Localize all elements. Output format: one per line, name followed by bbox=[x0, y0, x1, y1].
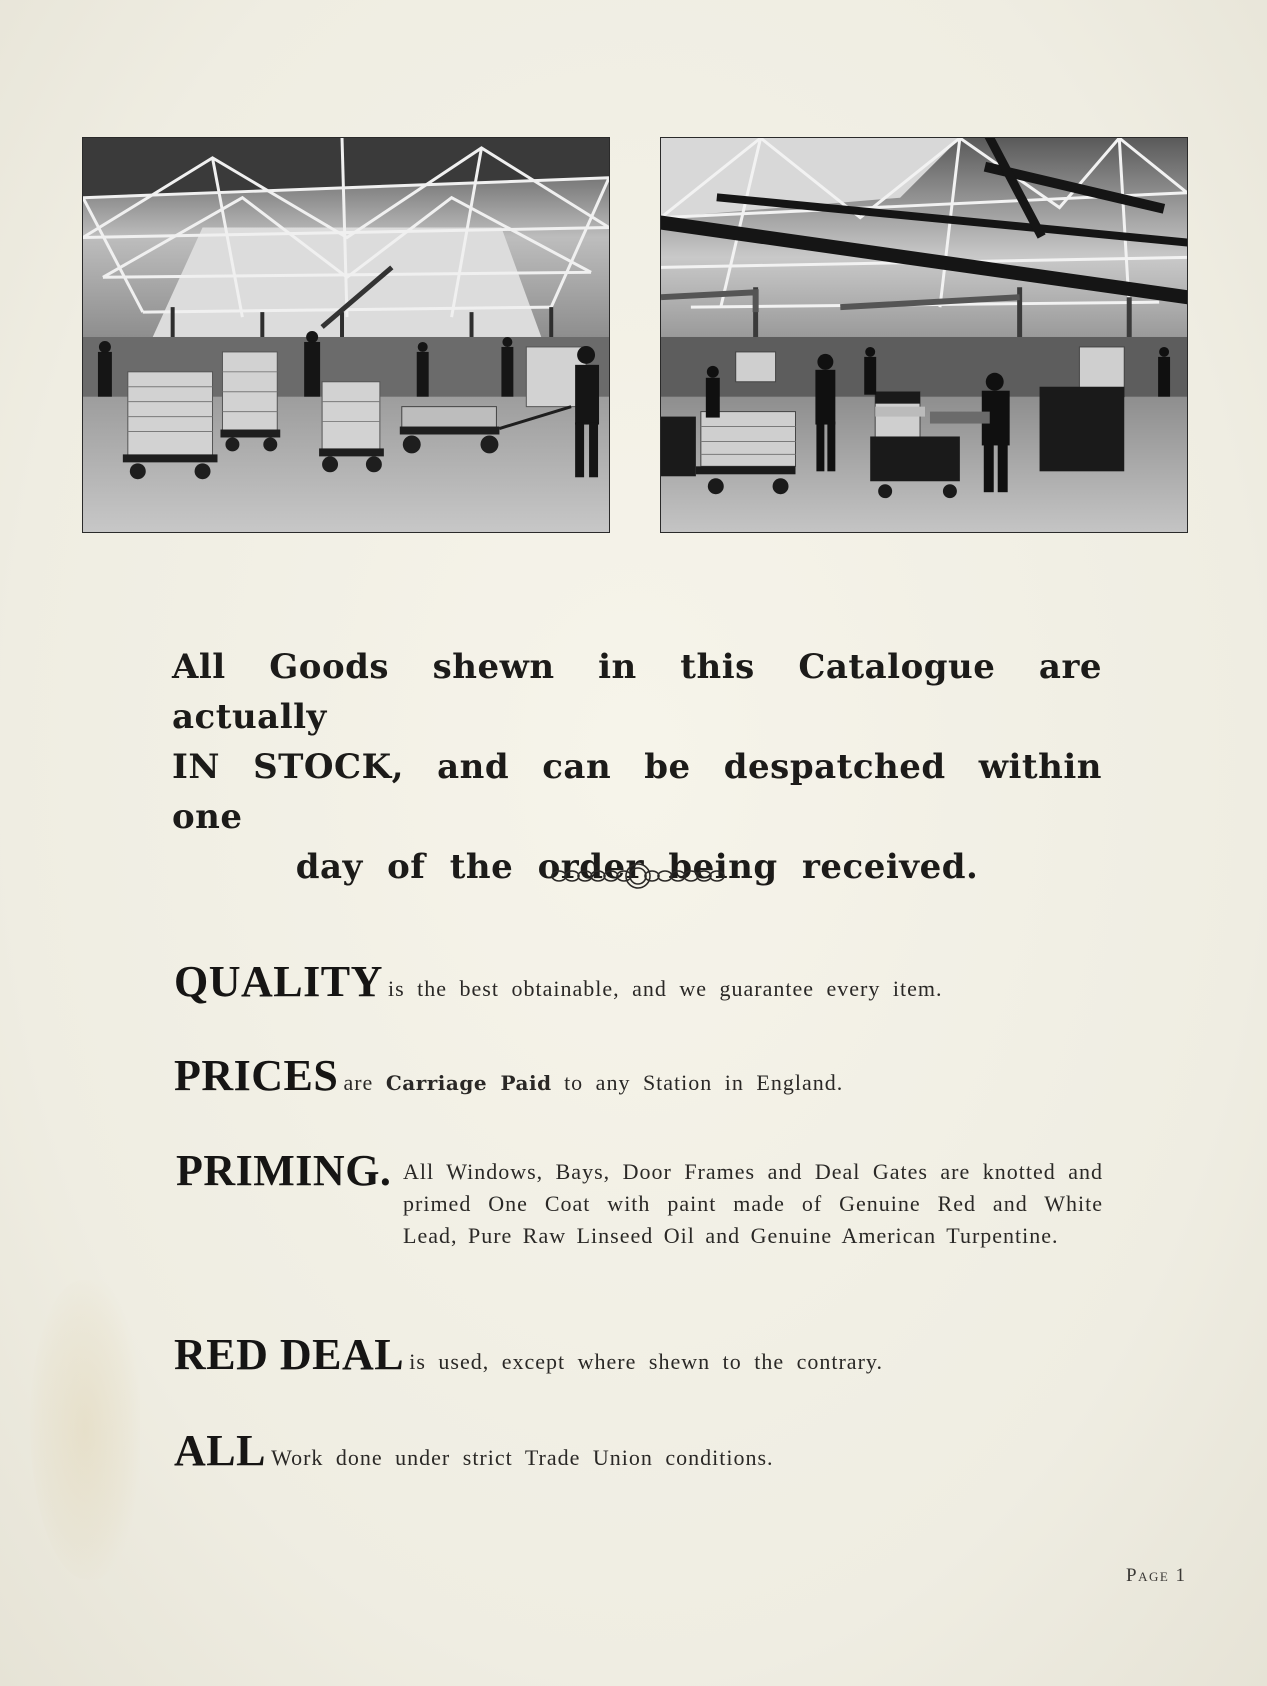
workshop-photo-left bbox=[82, 137, 610, 533]
quality-text: is the best obtainable, and we guarantee every item. bbox=[387, 976, 943, 1001]
stock-statement-line-3: day of the order being received. bbox=[295, 847, 979, 887]
stock-statement-line-1: All Goods shewn in this Catalogue are actually bbox=[172, 647, 1102, 737]
red-deal-text: is used, except where shewn to the contrary. bbox=[409, 1349, 883, 1374]
red-deal-item bbox=[174, 1329, 883, 1380]
prices-item bbox=[174, 1050, 843, 1101]
workshop-photo-left-image bbox=[83, 138, 609, 532]
chain-ornament bbox=[548, 858, 728, 894]
prices-text bbox=[343, 1070, 843, 1095]
page-number: Page 1 bbox=[1126, 1565, 1187, 1586]
all-text: Work done under strict Trade Union conditions. bbox=[271, 1445, 774, 1470]
quality-keyword: QUALITY bbox=[174, 957, 383, 1006]
priming-text: All Windows, Bays, Door Frames and Deal Gates are knotted and primed One Coat with paint made of Genuine Red and White Lead, Pure Raw Linseed Oil and Genuine American Turpentine. bbox=[403, 1159, 1103, 1248]
all-item bbox=[174, 1425, 774, 1476]
prices-text-after: to any Station in England. bbox=[564, 1070, 844, 1095]
red-deal-keyword: RED DEAL bbox=[174, 1330, 405, 1379]
workshop-photo-right bbox=[660, 137, 1188, 533]
all-keyword: ALL bbox=[174, 1426, 266, 1475]
stock-statement bbox=[172, 642, 1102, 892]
priming-keyword: PRIMING. bbox=[176, 1146, 392, 1195]
prices-keyword: PRICES bbox=[174, 1051, 339, 1100]
quality-item bbox=[174, 956, 942, 1007]
stock-statement-line-2: IN STOCK, and can be despatched within one bbox=[172, 747, 1102, 837]
workshop-photo-right-image bbox=[661, 138, 1187, 532]
paper-stain bbox=[30, 1280, 140, 1580]
prices-emphasis: Carriage Paid bbox=[385, 1071, 552, 1095]
prices-text-before: are bbox=[343, 1070, 374, 1095]
